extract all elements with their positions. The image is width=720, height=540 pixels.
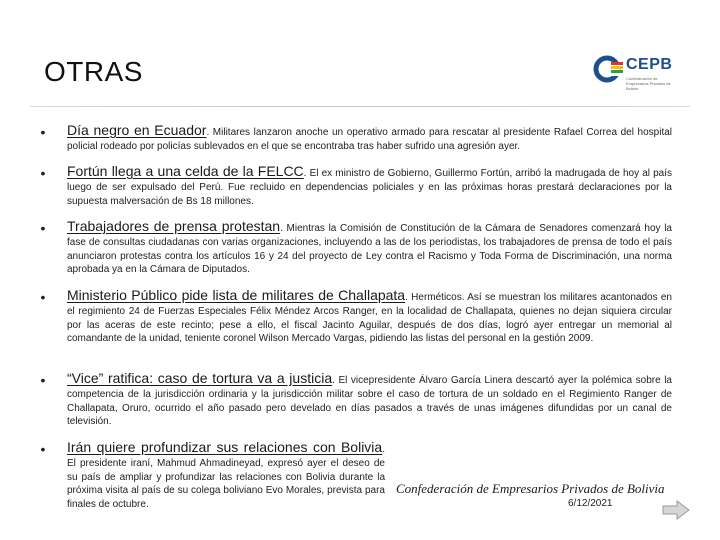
- bullet-icon: •: [40, 289, 46, 305]
- bullet-icon: •: [40, 165, 46, 181]
- news-item: [36, 289, 676, 346]
- news-text: [67, 220, 672, 277]
- cepb-logo: [592, 52, 678, 92]
- logo-tagline: Confederación de Empresarios Privados de Bolivia: [626, 76, 671, 91]
- title-divider: [30, 106, 690, 107]
- news-body: . El vicepresidente Álvaro García Linera descartó ayer la polémica sobre la competencia de la jurisdicción ordinaria y la jurisdicción militar sobre el caso de tortura de un soldado en el Regimiento Ranger de Challapata, Oruro, ocurrido el año pasado pero develado en días pasados a través de unas imágenes difundidas por un canal de televisión.: [67, 375, 672, 428]
- news-item: [36, 124, 676, 154]
- footer-date: 6/12/2021: [568, 498, 613, 509]
- news-headline: Irán quiere profundizar sus relaciones con Bolivia: [67, 439, 383, 455]
- news-headline: “Vice” ratifica: caso de tortura va a justicia: [67, 370, 333, 386]
- news-body: . Herméticos. Así se muestran los militares acantonados en el regimiento 24 de Fuerzas Especiales Félix Méndez Arcos Ranger, en la localidad de Challapata, quienes no dejan siquiera circular por las aceras de este recinto; pese a ello, el fiscal Jacinto Aguilar, después de dos días, logró ayer entregar un memorial al comandante de la unidad, teniente coronel Wilson Mercado Vargas, pidiendo las listas del personal en la gestión 2009.: [67, 292, 672, 345]
- news-text: [67, 165, 672, 208]
- news-text: [67, 124, 672, 154]
- bullet-icon: •: [40, 124, 46, 140]
- bullet-icon: •: [40, 372, 46, 388]
- news-headline: Día negro en Ecuador: [67, 122, 207, 138]
- news-headline: Ministerio Público pide lista de militares de Challapata: [67, 287, 406, 303]
- news-text: [67, 289, 672, 346]
- bullet-icon: •: [40, 441, 46, 457]
- news-text: [67, 372, 672, 429]
- news-item: [36, 165, 676, 208]
- news-body: . Militares lanzaron anoche un operativo armado para rescatar al presidente Rafael Correa del hospital policial rodeado por policías sublevados en el que se encontraba tras haber sufrido una agresión ayer.: [67, 127, 673, 152]
- news-item: [36, 372, 676, 429]
- news-headline: Trabajadores de prensa protestan: [67, 218, 281, 234]
- news-headline: Fortún llega a una celda de la FELCC: [67, 163, 304, 179]
- news-body: . Mientras la Comisión de Constitución de la Cámara de Senadores comenzará hoy la fase de consultas ciudadanas con varias organizaciones, incluyendo a las de los periodistas, los trabajadores de prensa de todo el país anunciaron protestas contra los artículos 16 y 24 del proyecto de Ley contra el Racismo y Toda Forma de Discriminación, una norma aprobada ya en la Cámara de Diputados.: [67, 223, 672, 276]
- cepb-logo-mark-icon: [592, 52, 626, 86]
- arrow-right-icon: [662, 500, 690, 520]
- news-body: . El presidente iraní, Mahmud Ahmadineyad, expresó ayer el deseo de su país de ampliar y profundizar las relaciones con Bolivia durante la próxima visita al país de su colega boliviano Evo Morales, prevista para finales de octubre.: [67, 444, 385, 511]
- slide-title: OTRAS: [44, 56, 143, 87]
- news-text: [67, 441, 385, 512]
- footer-organization: Confederación de Empresarios Privados de Bolivia: [396, 481, 665, 496]
- news-item: [36, 220, 676, 277]
- news-body: . El ex ministro de Gobierno, Guillermo Fortún, arribó la madrugada de hoy al país luego de ser expulsado del Perú. Fue recluido en dependencias policiales y en las próximas horas prestará declaraciones por la supuesta malversación de Bs 18 millones.: [67, 168, 673, 207]
- logo-brand: CEPB: [626, 56, 673, 73]
- next-slide-button[interactable]: [662, 500, 690, 520]
- bullet-icon: •: [40, 220, 46, 236]
